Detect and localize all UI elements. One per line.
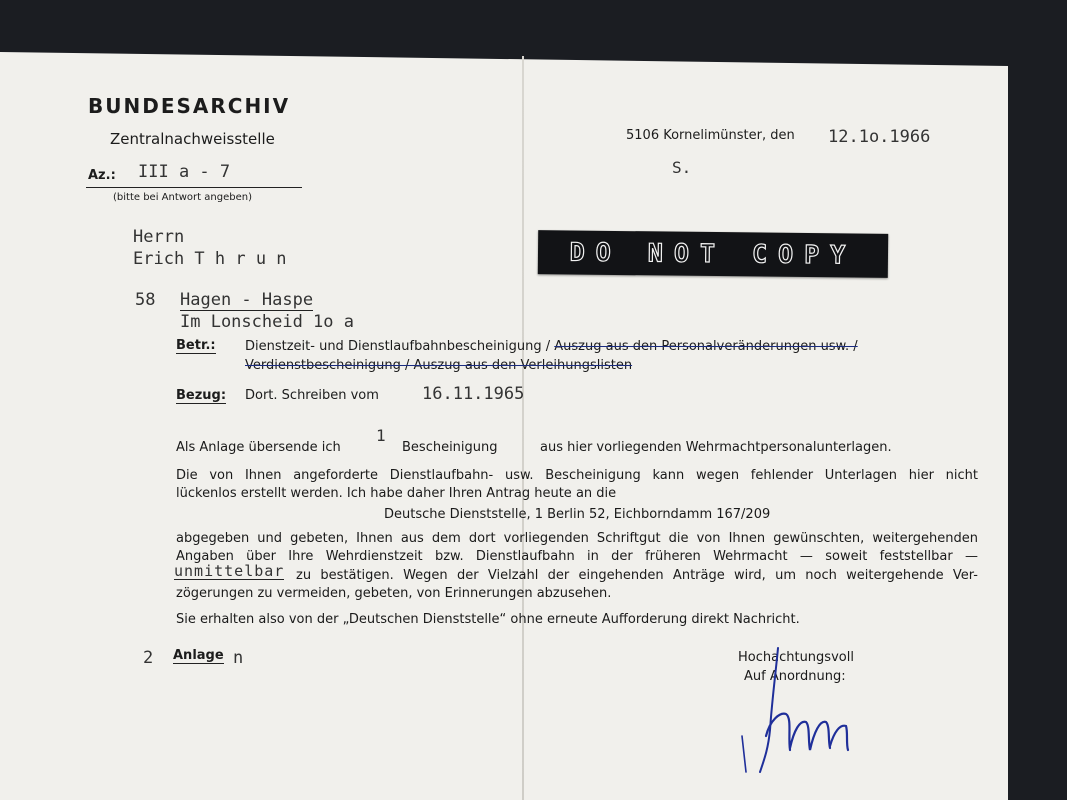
reference-text: Dort. Schreiben vom xyxy=(245,388,379,403)
recipient-name: Erich T h r u n xyxy=(133,249,287,269)
p3-line-2: Angaben über Ihre Wehrdienstzeit bzw. Dienstlaufbahn in der früheren Wehrmacht — soweit feststellbar — xyxy=(176,549,978,564)
p2-line-2: lückenlos erstellt werden. Ich habe daher Ihren Antrag heute an die xyxy=(176,486,617,501)
subject-struck-2: Verdienstbescheinigung / Auszug aus den Verleihungslisten xyxy=(245,358,633,373)
p2-line-1: Die von Ihnen angeforderte Dienstlaufbahn- usw. Bescheinigung kann wegen fehlender Unterlagen hier nicht xyxy=(176,468,978,483)
p1-end: aus hier vorliegenden Wehrmachtpersonalunterlagen. xyxy=(540,440,892,455)
p1-mid: Bescheinigung xyxy=(402,440,498,455)
org-title: BUNDESARCHIV xyxy=(88,94,291,118)
p3-line-3-rest: zu bestätigen. Wegen der Vielzahl der eingehenden Anträge wird, um noch weitergehende Ver- xyxy=(296,568,978,583)
az-value: III a - 7 xyxy=(138,162,231,182)
az-note: (bitte bei Antwort angeben) xyxy=(113,192,252,203)
closing-line-1: Hochachtungsvoll xyxy=(738,650,854,665)
place-text: 5106 Kornelimünster, den xyxy=(626,128,795,143)
enclosure-count: 2 xyxy=(143,648,154,668)
letter-date: 12.1o.1966 xyxy=(828,127,931,147)
do-not-copy-text: DO NOT COPY xyxy=(569,237,857,270)
p4-text: Sie erhalten also von der „Deutschen Dienststelle“ ohne erneute Aufforderung direkt Nachricht. xyxy=(176,612,800,627)
recipient-postcode: 58 xyxy=(135,290,156,310)
recipient-salutation: Herrn xyxy=(133,227,185,247)
az-line xyxy=(86,187,302,188)
subject-line-1 xyxy=(245,339,858,354)
handwritten-signature xyxy=(730,640,870,790)
do-not-copy-label xyxy=(538,230,888,278)
subject-struck-1: Auszug aus den Personalveränderungen usw. / xyxy=(554,339,858,354)
p3-line-4: zögerungen zu vermeiden, gebeten, von Erinnerungen abzusehen. xyxy=(176,586,612,601)
subject-plain: Dienstzeit- und Dienstlaufbahnbescheinigung / xyxy=(245,339,551,354)
recipient-city: Hagen - Haspe xyxy=(180,290,314,310)
p1-count: 1 xyxy=(376,426,386,445)
p3-emphasis: unmittelbar xyxy=(174,562,285,580)
reference-date: 16.11.1965 xyxy=(422,384,525,404)
closing-line-2: Auf Anordnung: xyxy=(744,669,846,684)
p3-line-1: abgegeben und gebeten, Ihnen aus dem dort vorliegenden Schriftgut die von Ihnen gewünschten, weitergehenden xyxy=(176,531,978,546)
reference-label: Bezug: xyxy=(176,388,227,403)
org-unit: Zentralnachweisstelle xyxy=(110,130,275,148)
subject-label: Betr.: xyxy=(176,338,216,353)
clerk-initial: S. xyxy=(672,158,692,177)
enclosure-suffix: n xyxy=(233,648,244,668)
address-line: Deutsche Dienststelle, 1 Berlin 52, Eichborndamm 167/209 xyxy=(384,507,771,522)
az-label: Az.: xyxy=(88,168,116,183)
paper-fold-crease xyxy=(522,56,524,800)
enclosure-label: Anlage xyxy=(173,648,224,663)
p1-start: Als Anlage übersende ich xyxy=(176,440,341,455)
subject-line-2 xyxy=(245,358,632,373)
recipient-street: Im Lonscheid 1o a xyxy=(180,312,354,332)
